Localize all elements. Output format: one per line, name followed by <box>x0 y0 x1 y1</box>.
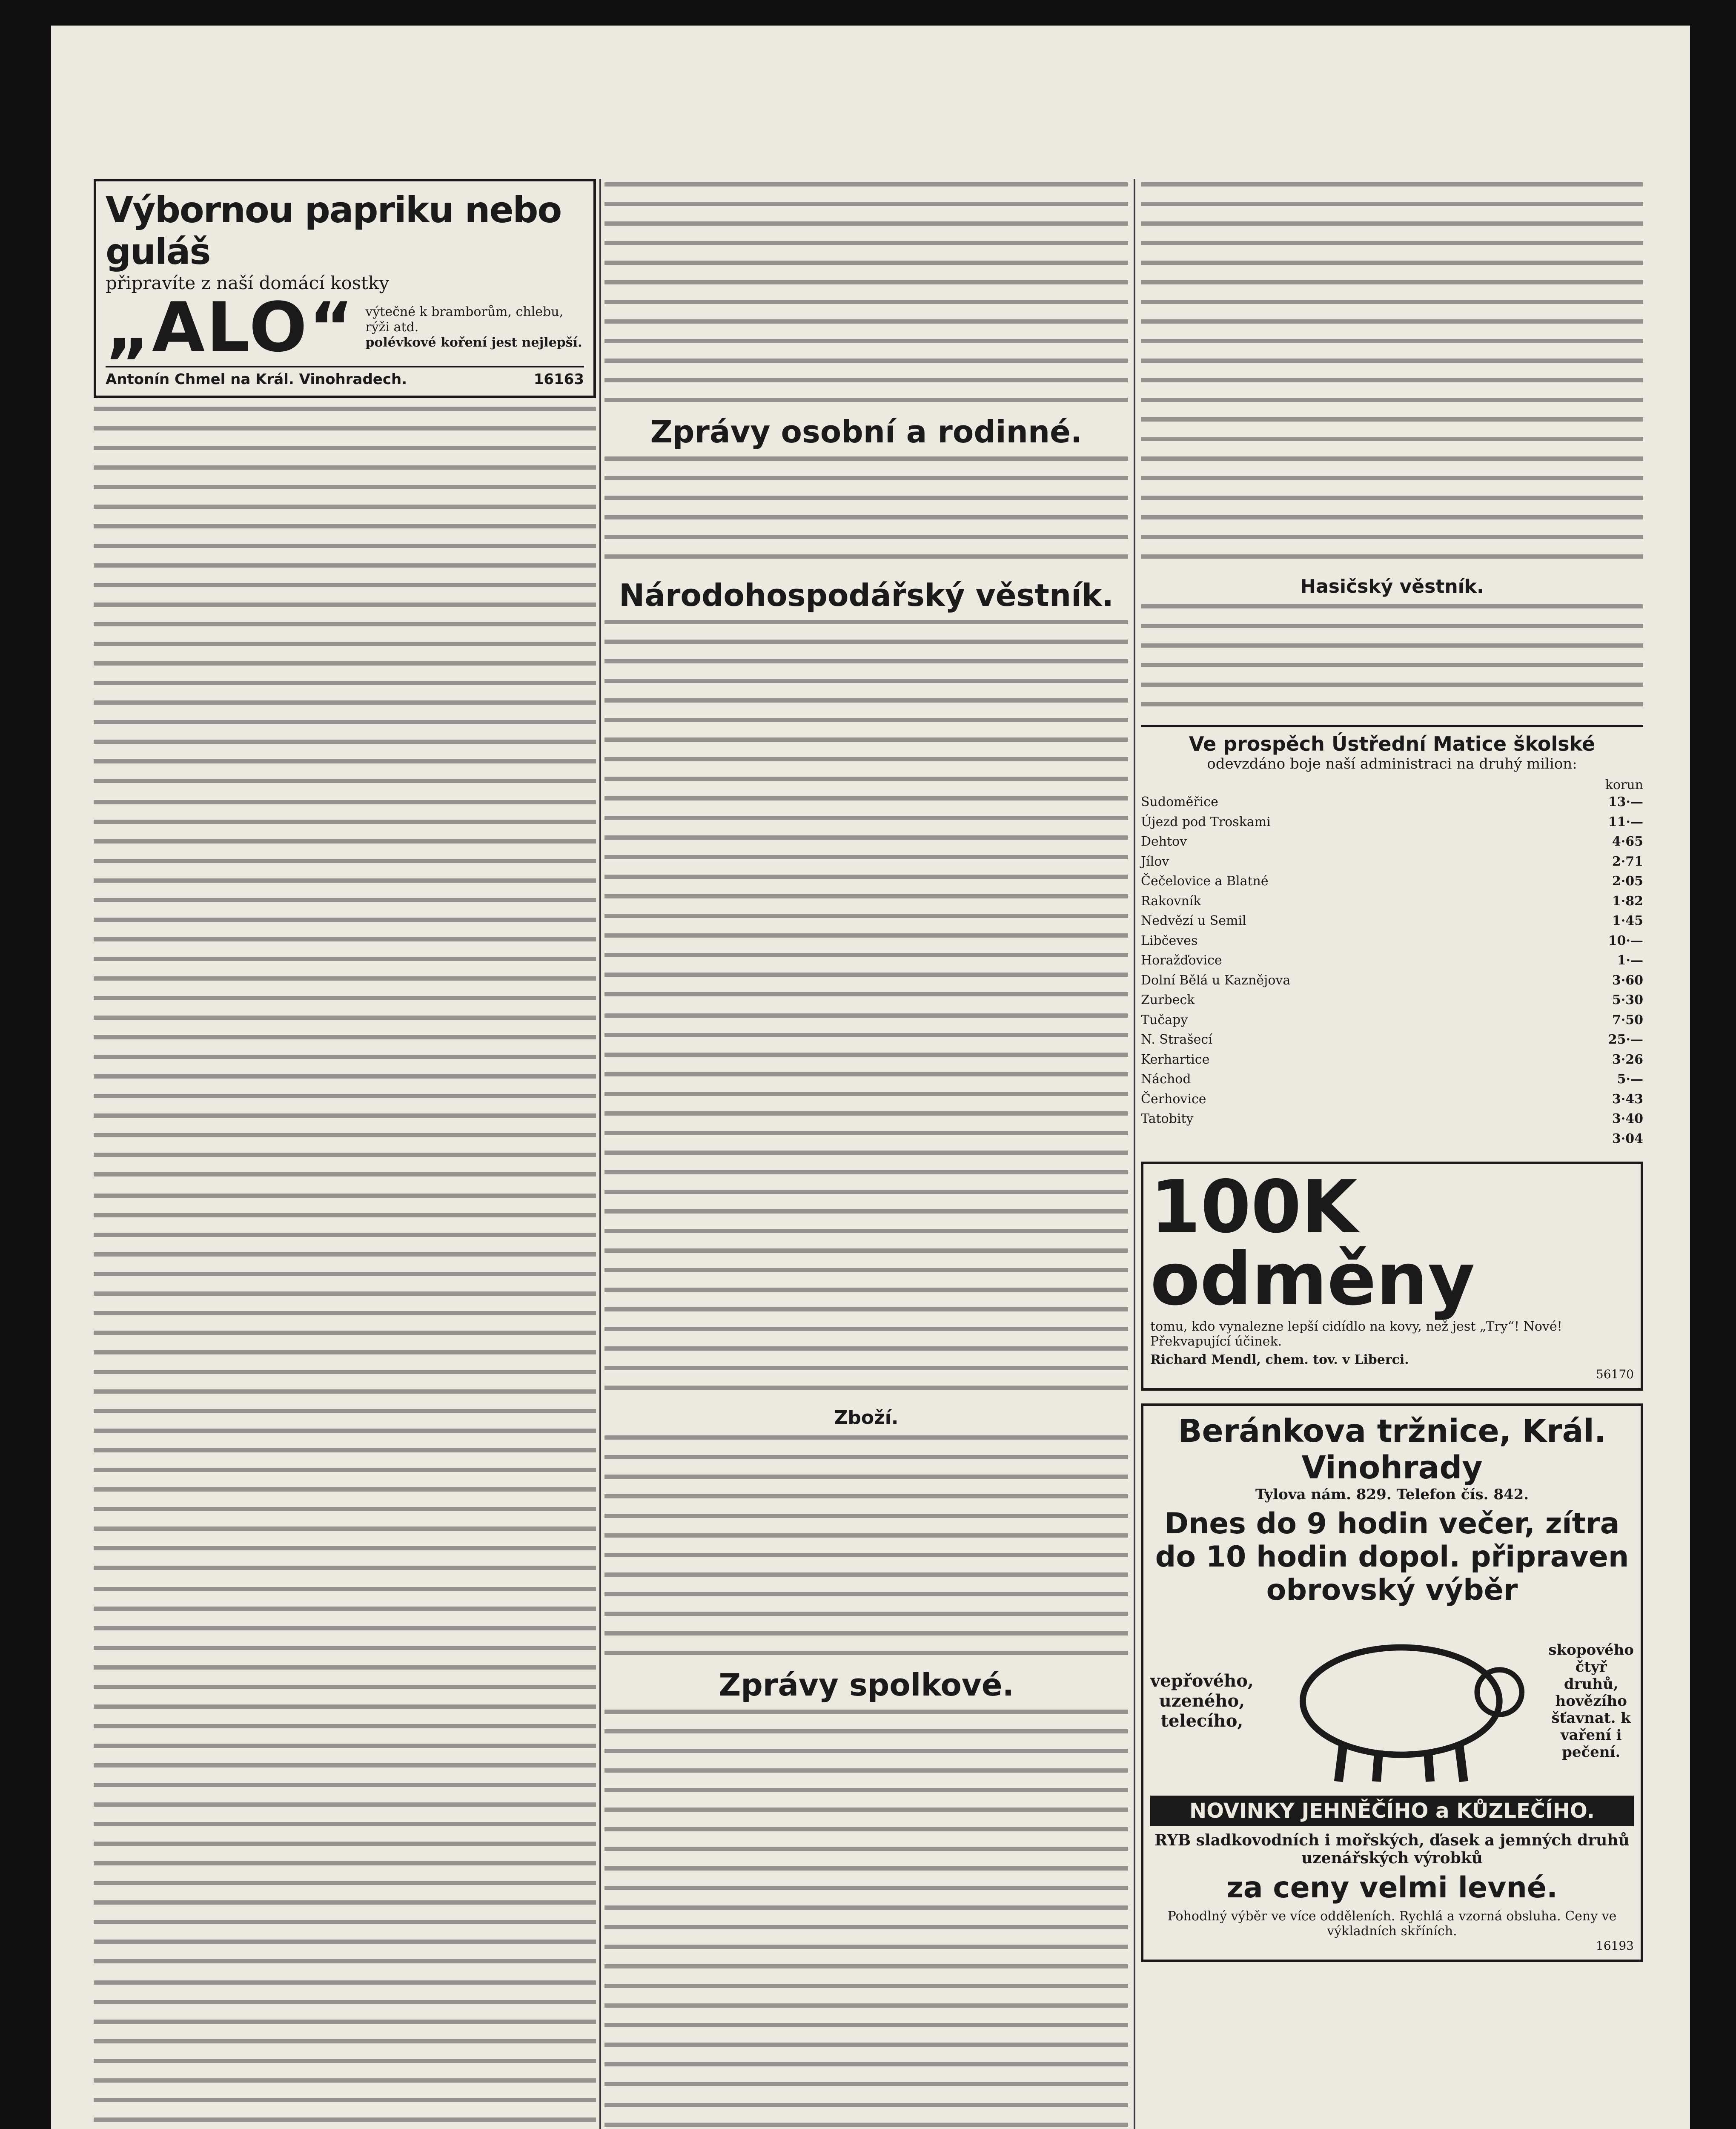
fund-place: Jílov <box>1141 854 1169 869</box>
newspaper-page <box>51 26 1690 2129</box>
article-text <box>604 1435 1128 1657</box>
fund-amount: 1·— <box>1617 953 1643 968</box>
article-text <box>604 1013 1128 1397</box>
fund-amount: 4·65 <box>1612 834 1643 849</box>
fund-place: Čečelovice a Blatné <box>1141 874 1269 889</box>
fund-row <box>1141 1129 1643 1149</box>
fund-amount: 25·— <box>1608 1032 1643 1047</box>
fund-amount: 1·45 <box>1612 913 1643 928</box>
fund-amount: 11·— <box>1608 814 1643 829</box>
fund-row <box>1141 1050 1643 1070</box>
fund-place: Dolní Bělá u Kaznějova <box>1141 973 1291 988</box>
column-right <box>1141 179 1643 1962</box>
market-phone: Tylova nám. 829. Telefon čís. 842. <box>1255 1486 1529 1503</box>
fund-amount: 3·26 <box>1612 1052 1643 1067</box>
fund-amount: 2·71 <box>1612 854 1643 869</box>
article-text <box>94 1587 596 1970</box>
article-text <box>94 407 596 790</box>
pig-illustration <box>1258 1612 1544 1790</box>
fund-row <box>1141 931 1643 951</box>
fund-amount: 5·— <box>1617 1072 1643 1087</box>
ad-claim: polévkové koření jest nejlepší. <box>365 335 582 350</box>
section-heading: Zprávy osobní a rodinné. <box>650 414 1083 450</box>
column-divider <box>1134 179 1135 2129</box>
fund-row <box>1141 1109 1643 1129</box>
ad-brand: „ALO“ <box>106 287 355 367</box>
fund-place: Libčeves <box>1141 933 1198 948</box>
fund-place: Kerhartice <box>1141 1052 1210 1067</box>
section-heading: Zprávy spolkové. <box>719 1667 1014 1703</box>
column-middle <box>604 179 1128 2129</box>
article-text <box>604 456 1128 567</box>
ad-headline: Výbornou papriku nebo guláš <box>106 189 561 273</box>
reward-text: tomu, kdo vynalezne lepší cidídlo na kovy, než jest „Try“! Nové! Překvapující účinek. <box>1150 1319 1562 1349</box>
reward-ad <box>1141 1162 1643 1391</box>
fund-row <box>1141 1070 1643 1090</box>
fund-place: Nedvězí u Semil <box>1141 913 1246 928</box>
column-divider <box>599 179 601 2129</box>
ad-advertiser: Antonín Chmel na Král. Vinohradech. <box>106 371 407 388</box>
market-code: 16193 <box>1596 1938 1634 1953</box>
paprika-ad <box>94 179 596 398</box>
fund-rows <box>1141 792 1643 1149</box>
market-right-items: skopového čtyř druhů, hovězího šťavnat. k vaření i pečení. <box>1548 1641 1634 1761</box>
fund-amount: 1·82 <box>1612 893 1643 909</box>
fund-row <box>1141 832 1643 852</box>
fund-list <box>1141 725 1643 1149</box>
fund-row <box>1141 812 1643 832</box>
market-headline: Dnes do 9 hodin večer, zítra do 10 hodin dopol. připraven obrovský výběr <box>1155 1507 1629 1607</box>
fund-place: Náchod <box>1141 1072 1191 1087</box>
fund-row <box>1141 951 1643 971</box>
fund-place: Horažďovice <box>1141 953 1222 968</box>
fund-place: Čerhovice <box>1141 1091 1206 1107</box>
fund-place: Dehtov <box>1141 834 1187 849</box>
market-ad <box>1141 1403 1643 1962</box>
ad-side-text: výtečné k bramborům, chlebu, rýži atd. <box>365 304 564 335</box>
fund-unit: korun <box>1605 778 1643 792</box>
fund-amount: 5·30 <box>1612 993 1643 1007</box>
article-text <box>604 182 1128 404</box>
market-left-items: vepřového, uzeného, telecího, <box>1150 1671 1254 1731</box>
ad-subline: připravíte z naší domácí kostky <box>106 273 390 293</box>
fund-place: Sudoměřice <box>1141 795 1218 809</box>
reward-code: 56170 <box>1596 1367 1634 1381</box>
article-text <box>1141 182 1643 565</box>
fund-place: N. Strašecí <box>1141 1032 1212 1047</box>
reward-headline: 100K odměny <box>1150 1165 1475 1322</box>
fund-amount: 2·05 <box>1612 874 1643 889</box>
article-text <box>604 1710 1128 2093</box>
fund-row <box>1141 1010 1643 1030</box>
column-left <box>94 179 596 2129</box>
fund-place: Tučapy <box>1141 1012 1188 1027</box>
fund-amount: 3·43 <box>1612 1091 1643 1107</box>
fund-amount: 13·— <box>1608 795 1643 809</box>
ad-code: 16163 <box>533 371 584 388</box>
fund-subtitle: odevzdáno boje naší administraci na druhý milion: <box>1207 755 1577 772</box>
fund-place: Újezd pod Troskami <box>1141 814 1271 829</box>
fund-row <box>1141 1030 1643 1050</box>
fund-row <box>1141 872 1643 892</box>
fund-row <box>1141 990 1643 1010</box>
market-banner: NOVINKY JEHNĚČÍHO a KŮZLEČÍHO. <box>1150 1796 1634 1826</box>
market-price: za ceny velmi levné. <box>1226 1871 1558 1905</box>
article-text <box>94 800 596 1183</box>
fund-amount: 3·60 <box>1612 973 1643 988</box>
section-heading: Národohospodářský věstník. <box>619 577 1114 613</box>
article-text <box>604 2103 1128 2129</box>
section-heading: Hasičský věstník. <box>1300 576 1484 597</box>
fund-row <box>1141 892 1643 912</box>
fund-row <box>1141 1090 1643 1110</box>
market-title: Beránkova tržnice, Král. Vinohrady <box>1178 1413 1606 1486</box>
section-heading: Zboží. <box>834 1407 899 1429</box>
fund-row <box>1141 911 1643 931</box>
fund-amount: 7·50 <box>1612 1012 1643 1027</box>
article-text <box>94 1980 596 2129</box>
reward-seller: Richard Mendl, chem. tov. v Liberci. <box>1150 1352 1409 1367</box>
fund-amount: 3·40 <box>1612 1111 1643 1126</box>
ad-footer <box>106 366 584 388</box>
fund-place: Tatobity <box>1141 1111 1194 1126</box>
fund-place: Zurbeck <box>1141 993 1195 1007</box>
article-text <box>604 620 1128 1003</box>
fund-title: Ve prospěch Ústřední Matice školské <box>1141 725 1643 755</box>
fund-row <box>1141 792 1643 812</box>
article-text <box>94 1194 596 1577</box>
fund-row <box>1141 971 1643 991</box>
fund-place: Rakovník <box>1141 893 1201 909</box>
fund-amount: 3·04 <box>1612 1131 1643 1146</box>
market-footer: Pohodlný výběr ve více odděleních. Rychlá a vzorná obsluha. Ceny ve výkladních skříních. <box>1167 1908 1617 1939</box>
fund-amount: 10·— <box>1608 933 1643 948</box>
article-text <box>1141 604 1643 715</box>
fund-row <box>1141 852 1643 872</box>
market-fish: RYB sladkovodních i mořských, ďasek a jemných druhů uzenářských výrobků <box>1154 1831 1630 1867</box>
